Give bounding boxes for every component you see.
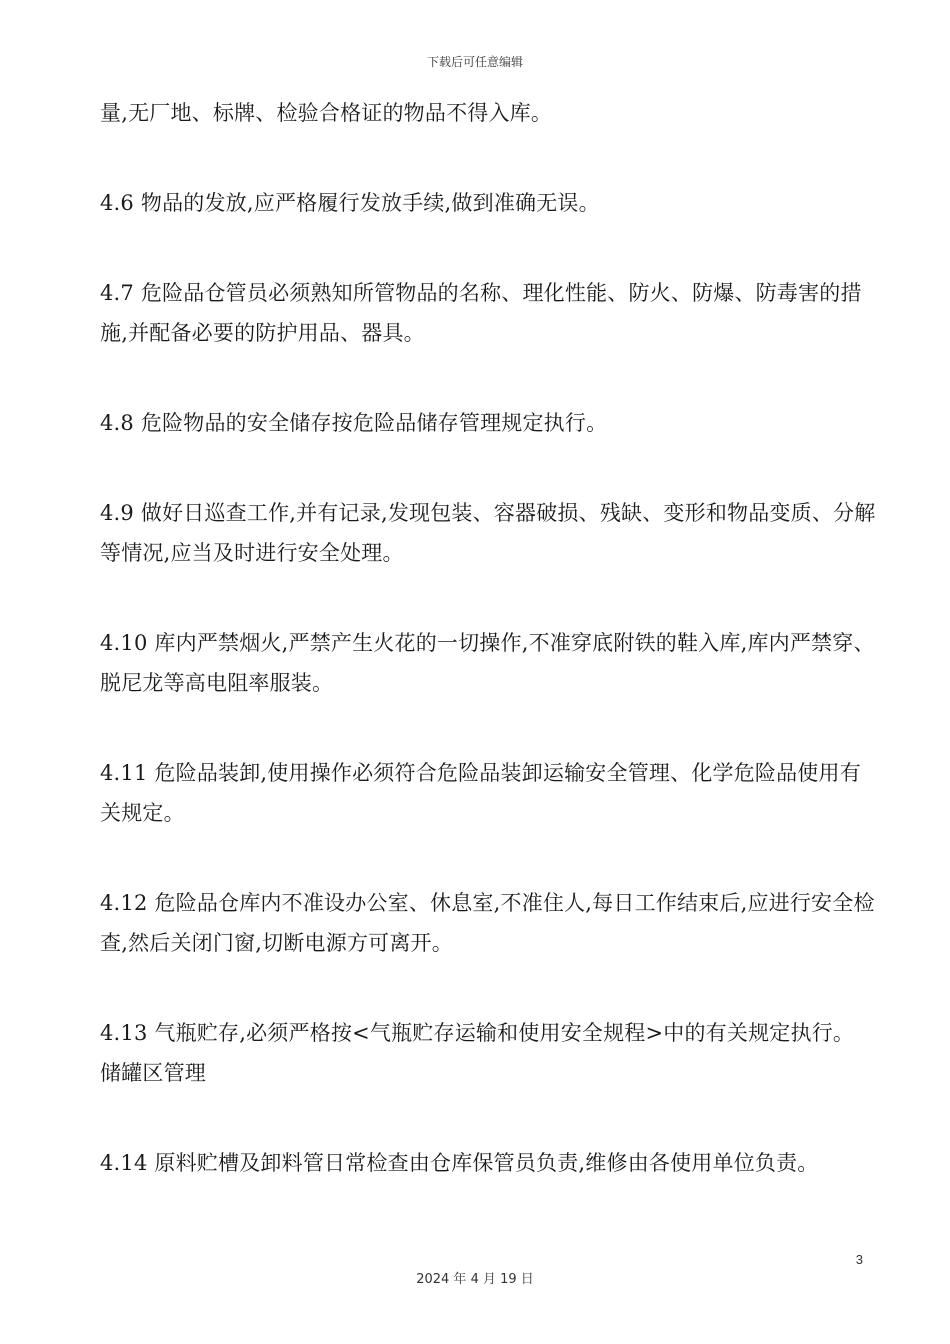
document-body [100,93,880,1183]
page-footer-date: 2024 年 4 月 19 日 [416,1272,534,1287]
paragraph-4-13: 4.13 气瓶贮存,必须严格按<气瓶贮存运输和使用安全规程>中的有关规定执行。 [100,1021,855,1045]
paragraph-4-9: 4.9 做好日巡查工作,并有记录,发现包装、容器破损、残缺、变形和物品变质、分解等情况,应当及时进行安全处理。 [100,501,876,565]
paragraph-4-6: 4.6 物品的发放,应严格履行发放手续,做到准确无误。 [100,191,600,215]
paragraph-4-12: 4.12 危险品仓库内不准设办公室、休息室,不准住人,每日工作结束后,应进行安全检查,然后关闭门窗,切断电源方可离开。 [100,891,875,955]
page-number: 3 [855,1252,863,1267]
paragraph-4-10: 4.10 库内严禁烟火,严禁产生火花的一切操作,不准穿底附铁的鞋入库,库内严禁穿、脱尼龙等高电阻率服装。 [100,631,875,695]
paragraph-4-11: 4.11 危险品装卸,使用操作必须符合危险品装卸运输安全管理、化学危险品使用有关规定。 [100,761,861,825]
paragraph-4-7: 4.7 危险品仓管员必须熟知所管物品的名称、理化性能、防火、防爆、防毒害的措施,并配备必要的防护用品、器具。 [100,281,862,345]
section-heading-storage-tank: 储罐区管理 [100,1061,206,1085]
page-header: 下载后可任意编辑 [426,55,523,69]
paragraph-4-14: 4.14 原料贮槽及卸料管日常检查由仓库保管员负责,维修由各使用单位负责。 [100,1151,819,1175]
paragraph-continuation: 量,无厂地、标牌、检验合格证的物品不得入库。 [100,101,553,125]
paragraph-4-8: 4.8 危险物品的安全储存按危险品储存管理规定执行。 [100,411,608,435]
